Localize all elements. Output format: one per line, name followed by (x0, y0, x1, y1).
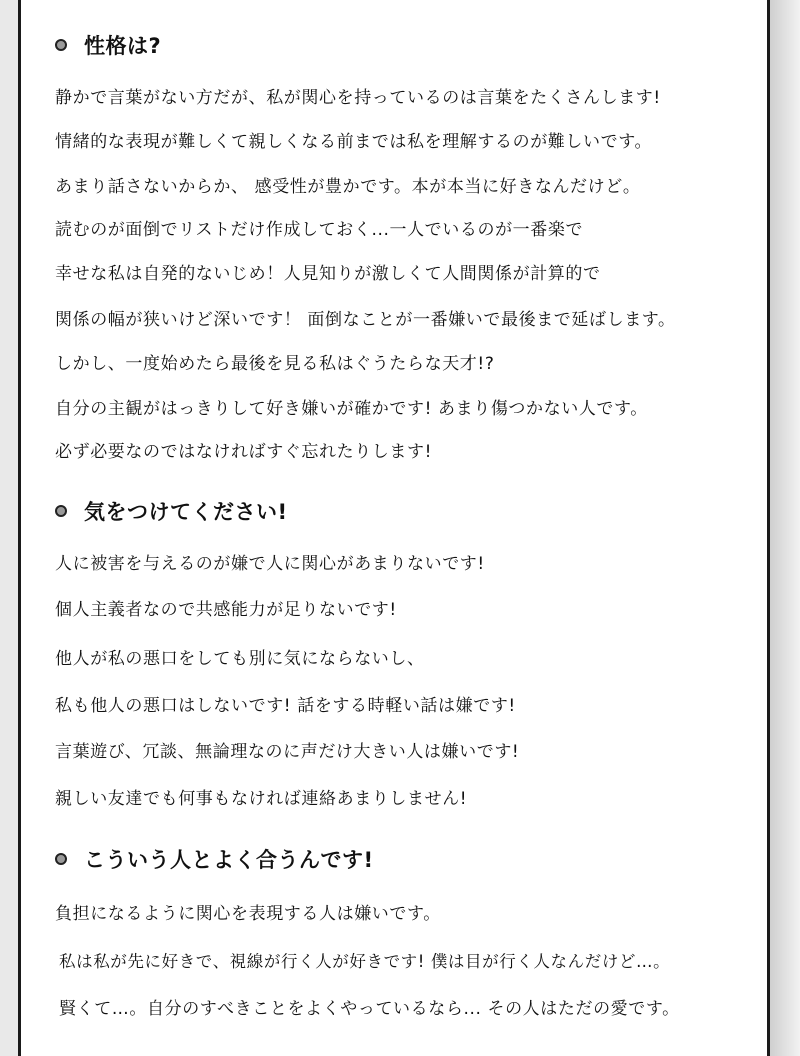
bullet-circle-icon (55, 505, 67, 517)
section-heading-personality (55, 30, 161, 60)
text-line: 個人主義者なので共感能力が足りないです! (55, 600, 397, 620)
text-line: 情緒的な表現が難しくて親しくなる前までは私を理解するのが難しいです。 (55, 132, 653, 152)
text-line: 言葉遊び、冗談、無論理なのに声だけ大きい人は嫌いです! (55, 742, 520, 762)
text-line: 幸せな私は自発的ないじめ！人見知りが激しくて人間関係が計算的で (55, 264, 601, 284)
text-line: 関係の幅が狭いけど深いです！ 面倒なことが一番嫌いで最後まで延ばします。 (55, 310, 676, 330)
text-line: 静かで言葉がない方だが、私が関心を持っているのは言葉をたくさんします! (55, 88, 661, 108)
text-line: 私は私が先に好きで、視線が行く人が好きです! 僕は目が行く人なんだけど…。 (59, 952, 671, 971)
text-line: 自分の主観がはっきりして好き嫌いが確かです! あまり傷つかない人です。 (55, 399, 648, 419)
section-title: こういう人とよく合うんです! (84, 848, 374, 872)
section-title: 気をつけてください! (84, 500, 288, 524)
text-line: 読むのが面倒でリストだけ作成しておく...一人でいるのが一番楽で (55, 220, 584, 240)
text-line: 私も他人の悪口はしないです! 話をする時軽い話は嫌です! (55, 696, 516, 716)
section-heading-compatibility (55, 844, 374, 874)
bullet-circle-icon (55, 39, 67, 51)
text-line: 負担になるように関心を表現する人は嫌いです。 (55, 904, 441, 924)
document-page (18, 0, 770, 1056)
text-line: 人に被害を与えるのが嫌で人に関心があまりないです! (55, 554, 485, 574)
bullet-circle-icon (55, 853, 67, 865)
page-edge-shadow (770, 0, 800, 1056)
section-heading-caution (55, 496, 288, 526)
text-line: 他人が私の悪口をしても別に気にならないし、 (55, 649, 425, 669)
text-line: 親しい友達でも何事もなければ連絡あまりしません! (55, 789, 468, 809)
text-line: あまり話さないからか、 感受性が豊かです。本が本当に好きなんだけど。 (55, 177, 641, 197)
text-line: 賢くて…。自分のすべきことをよくやっているなら... その人はただの愛です。 (59, 999, 680, 1019)
section-title: 性格は? (84, 34, 162, 58)
text-line: しかし、一度始めたら最後を見る私はぐうたらな天才!? (55, 354, 495, 374)
text-line: 必ず必要なのではなければすぐ忘れたりします! (55, 442, 433, 462)
